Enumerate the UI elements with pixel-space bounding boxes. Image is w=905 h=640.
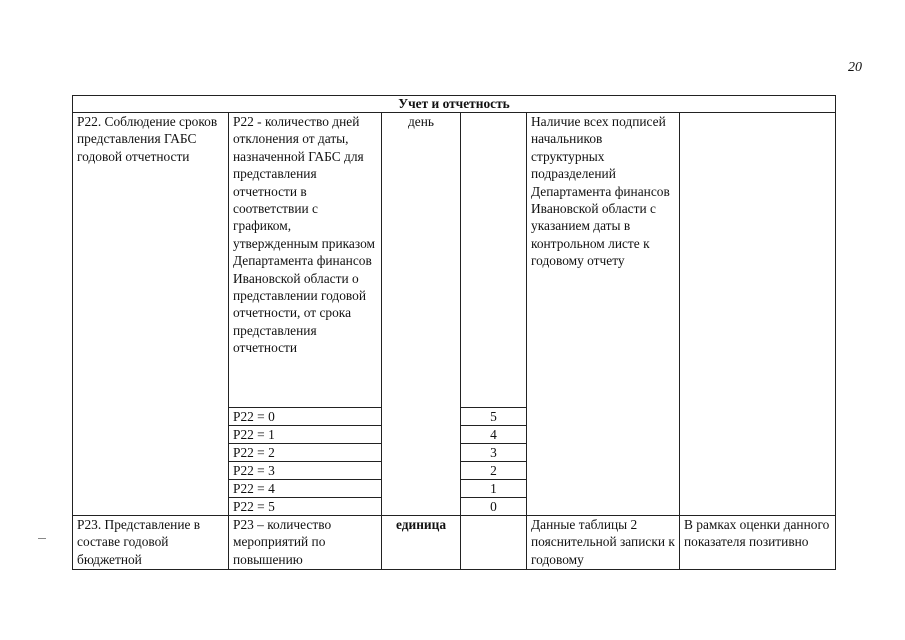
indicator-unit: день — [382, 113, 461, 516]
scale-score: 0 — [461, 498, 527, 516]
section-title: Учет и отчетность — [73, 96, 836, 113]
indicator-source: Наличие всех подписей начальников структурных подразделений Департамента финансов Ивановской области с указанием даты в контрольном листе к годовому отчету — [527, 113, 680, 516]
scale-condition: Р22 = 4 — [229, 480, 382, 498]
section-header-row — [73, 96, 836, 113]
scale-score: 5 — [461, 408, 527, 426]
scale-score: 2 — [461, 462, 527, 480]
page-number: 20 — [848, 60, 862, 75]
scale-score: 3 — [461, 444, 527, 462]
scale-condition: Р22 = 0 — [229, 408, 382, 426]
indicator-unit: единица — [382, 516, 461, 570]
table-row — [73, 516, 836, 570]
table-row — [73, 113, 836, 408]
scale-condition: Р22 = 5 — [229, 498, 382, 516]
score-cell-empty — [461, 516, 527, 570]
indicator-note: В рамках оценки данного показателя позитивно — [680, 516, 836, 570]
scale-condition: Р22 = 1 — [229, 426, 382, 444]
indicator-description: Р23 – количество мероприятий по повышению — [229, 516, 382, 570]
score-cell-empty — [461, 113, 527, 408]
scale-score: 1 — [461, 480, 527, 498]
margin-mark — [38, 538, 46, 539]
indicator-source: Данные таблицы 2 пояснительной записки к годовому — [527, 516, 680, 570]
scale-condition: Р22 = 2 — [229, 444, 382, 462]
scale-score: 4 — [461, 426, 527, 444]
indicators-table — [72, 95, 836, 570]
indicator-description: Р22 - количество дней отклонения от даты, назначенной ГАБС для представления отчетности в соответствии с графиком, утвержденным приказом Департамента финансов Ивановской области о представлении годовой отчетности, от срока представления отчетности — [229, 113, 382, 408]
scale-condition: Р22 = 3 — [229, 462, 382, 480]
indicator-name: Р23. Представление в составе годовой бюджетной — [73, 516, 229, 570]
indicator-name: Р22. Соблюдение сроков представления ГАБС годовой отчетности — [73, 113, 229, 516]
indicator-note — [680, 113, 836, 516]
